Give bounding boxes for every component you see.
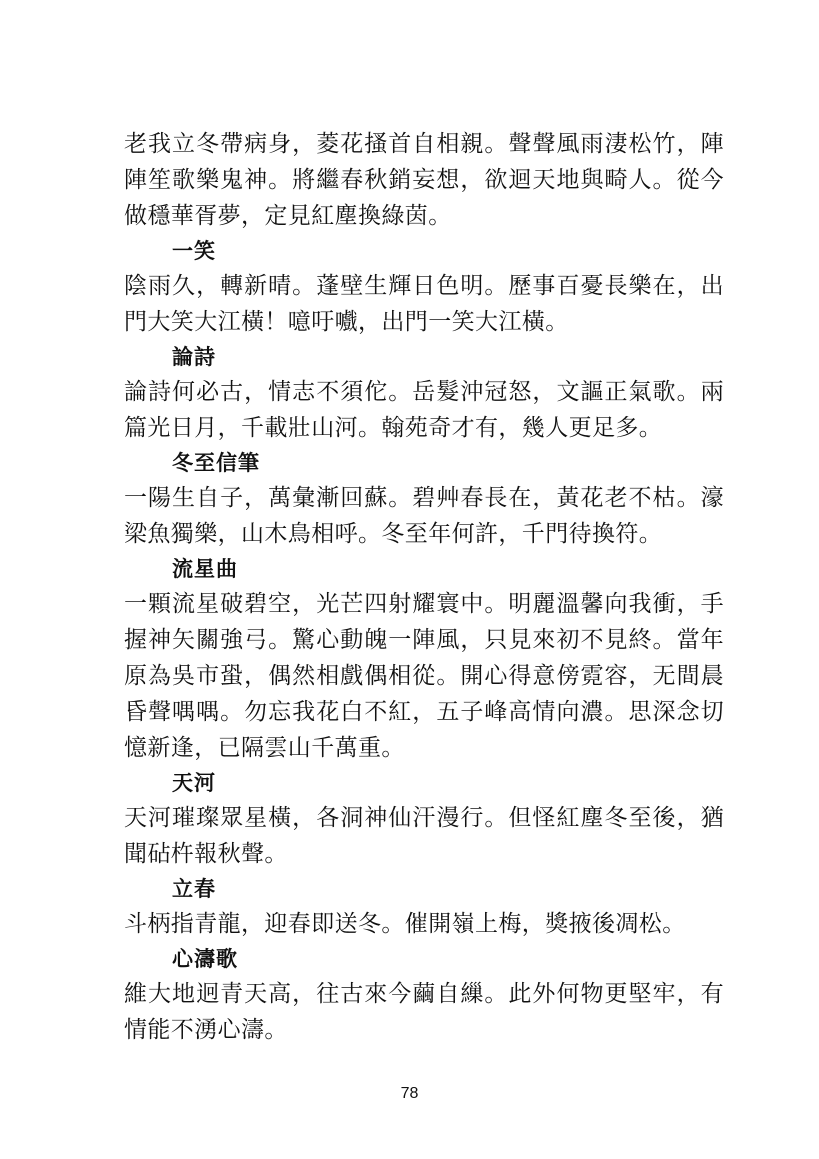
poem-title: 立春 bbox=[172, 877, 216, 901]
poem-text: 維大地迥青天高，往古來今繭自繅。此外何物更堅牢，有情能不湧心濤。 bbox=[124, 981, 724, 1043]
poem-title: 天河 bbox=[172, 771, 216, 795]
poem-title: 論詩 bbox=[172, 345, 216, 369]
poem-title: 心濤歌 bbox=[172, 947, 238, 971]
poem-text: 斗柄指青龍，迎春即送冬。催開嶺上梅，獎掖後凋松。 bbox=[124, 911, 686, 937]
poem-text: 一顆流星破碧空，光芒四射耀寰中。明麗溫馨向我衝，手握神矢關強弓。驚心動魄一陣風，只見來初不見終。當年原為吳市蛩，偶然相戲偶相從。開心得意傍霓容，无間晨昏聲喁喁。勿忘我花白不紅，五子峰高情向濃。思深念切憶新逢，已隔雲山千萬重。 bbox=[124, 591, 724, 761]
page-content bbox=[124, 126, 724, 1048]
poem-text: 天河璀璨眾星橫，各洞神仙汗漫行。但怪紅塵冬至後，猶聞砧杵報秋聲。 bbox=[124, 805, 724, 867]
poem-title: 流星曲 bbox=[172, 557, 238, 581]
poem-text: 論詩何必古，情志不須佗。岳髮沖冠怒，文謳正氣歌。兩篇光日月，千載壯山河。翰苑奇才有，幾人更足多。 bbox=[124, 379, 724, 441]
poem-text: 老我立冬帶病身，菱花搔首自相親。聲聲風雨淒松竹，陣陣笙歌樂鬼神。將繼春秋銷妄想，欲迴天地與畸人。從今做穩華胥夢，定見紅塵換綠茵。 bbox=[124, 131, 724, 229]
poem-title: 冬至信筆 bbox=[172, 451, 260, 475]
page-number: 78 bbox=[400, 1085, 419, 1102]
poem-text: 陰雨久，轉新晴。蓬壁生輝日色明。歷事百憂長樂在，出門大笑大江橫！噫吁嚱，出門一笑大江橫。 bbox=[124, 273, 724, 335]
poem-title: 一笑 bbox=[172, 239, 216, 263]
poem-text: 一陽生自子，萬彙漸回蘇。碧艸春長在，黃花老不枯。濠梁魚獨樂，山木鳥相呼。冬至年何許，千門待換符。 bbox=[124, 485, 724, 547]
